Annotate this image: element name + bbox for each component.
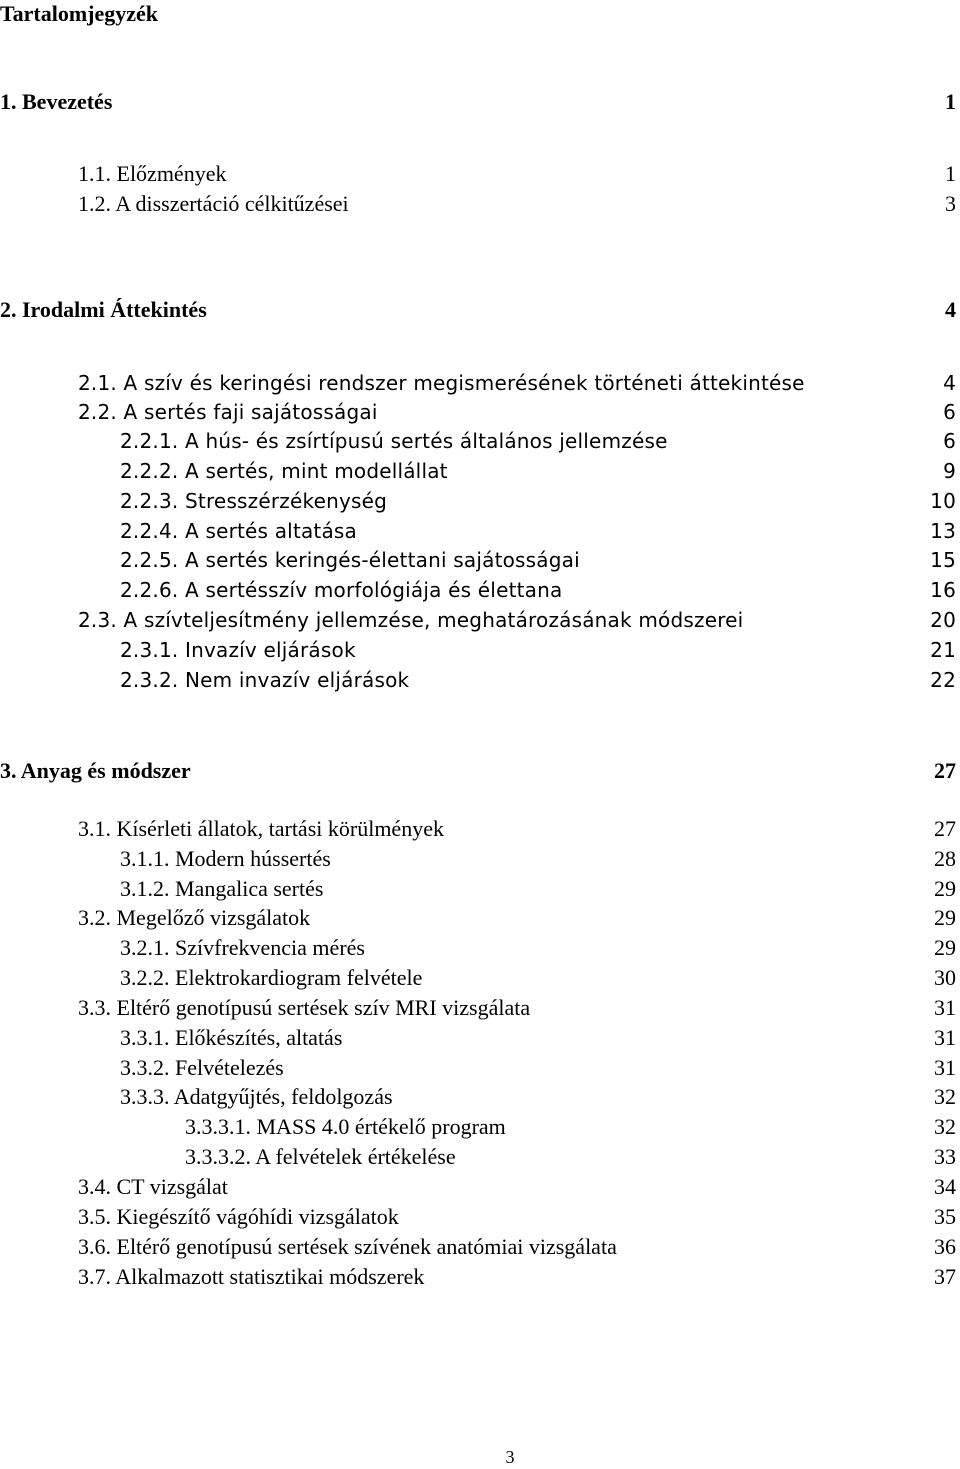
- toc-entry-number: 2.2.1.: [120, 429, 179, 453]
- toc-entry-number: 2.3.2.: [120, 668, 179, 692]
- toc-entry[interactable]: [0, 934, 956, 962]
- toc-entry-label: Irodalmi Áttekintés: [22, 297, 207, 322]
- toc-entry-number: 3.: [0, 758, 17, 783]
- toc-entry[interactable]: [0, 369, 956, 397]
- toc-entry-page: 28: [934, 846, 956, 871]
- toc-entry-title: [78, 606, 743, 634]
- toc-entry-title: [120, 934, 365, 962]
- toc-entry-label: Stresszérzékenység: [185, 489, 388, 513]
- page-number: 3: [505, 1447, 515, 1467]
- toc-title: Tartalomjegyzék: [0, 1, 159, 26]
- toc-entry-title: [120, 1054, 284, 1082]
- toc-entry[interactable]: [0, 296, 956, 324]
- toc-entry-label: A sertés keringés-élettani sajátosságai: [185, 548, 580, 572]
- toc-entry-label: Eltérő genotípusú sertések szívének anatómiai vizsgálata: [116, 1234, 617, 1259]
- toc-entry-number: 3.3.3.: [120, 1084, 170, 1109]
- toc-entry-label: Szívfrekvencia mérés: [175, 935, 365, 960]
- toc-entry-page: 13: [930, 519, 956, 543]
- toc-entry-title: [120, 636, 356, 664]
- toc-entry-label: A sertés faji sajátosságai: [123, 400, 378, 424]
- toc-entry-number: 2.2.: [78, 400, 117, 424]
- toc-entry[interactable]: [0, 398, 956, 426]
- toc-entry-number: 3.3.3.2.: [185, 1144, 251, 1169]
- toc-entry-page: 34: [934, 1174, 956, 1199]
- toc-entry-label: A szívteljesítmény jellemzése, meghatározásának módszerei: [123, 608, 744, 632]
- toc-entry-title: [120, 875, 323, 903]
- toc-entry-label: MASS 4.0 értékelő program: [256, 1114, 506, 1139]
- toc-entry-label: Bevezetés: [22, 89, 113, 114]
- toc-entry-title: [0, 296, 207, 324]
- toc-entry-number: 2.2.4.: [120, 519, 179, 543]
- toc-entry-label: Elektrokardiogram felvétele: [175, 965, 423, 990]
- toc-entry-number: 2.3.: [78, 608, 117, 632]
- toc-entry[interactable]: [0, 666, 956, 694]
- toc-entry-label: Anyag és módszer: [20, 758, 191, 783]
- toc-entry-title: [78, 369, 805, 397]
- toc-entry[interactable]: [0, 875, 956, 903]
- toc-entry-label: A szív és keringési rendszer megismerésének történeti áttekintése: [123, 371, 805, 395]
- toc-entry-page: 6: [943, 429, 956, 453]
- toc-entry-number: 1.1.: [78, 161, 111, 186]
- toc-entry-label: Alkalmazott statisztikai módszerek: [115, 1264, 425, 1289]
- toc-entry-title: [78, 1233, 617, 1261]
- toc-entry[interactable]: [0, 427, 956, 455]
- toc-entry-page: 29: [934, 935, 956, 960]
- toc-entry-label: A felvételek értékelése: [255, 1144, 456, 1169]
- toc-entry-number: 3.3.3.1.: [185, 1114, 251, 1139]
- toc-entry-page: 1: [945, 161, 956, 186]
- toc-entry-page: 10: [930, 489, 956, 513]
- toc-entry-label: A sertésszív morfológiája és élettana: [185, 578, 563, 602]
- toc-entry-title: [120, 1083, 393, 1111]
- toc-entry[interactable]: [0, 904, 956, 932]
- toc-entry-title: [78, 160, 226, 188]
- toc-entry[interactable]: [0, 517, 956, 545]
- toc-entry-number: 3.5.: [78, 1204, 111, 1229]
- toc-entry-number: 3.2.1.: [120, 935, 170, 960]
- toc-entry-number: 3.2.: [78, 905, 111, 930]
- toc-entry-label: A sertés altatása: [185, 519, 358, 543]
- toc-entry-page: 27: [934, 758, 956, 783]
- toc-entry-page: 37: [934, 1264, 956, 1289]
- toc-entry-title: [185, 1113, 506, 1141]
- toc-entry-number: 3.2.2.: [120, 965, 170, 990]
- toc-entry-page: 33: [934, 1144, 956, 1169]
- toc-entry-title: [120, 487, 387, 515]
- toc-entry-number: 3.3.1.: [120, 1025, 170, 1050]
- toc-entry[interactable]: [0, 1024, 956, 1052]
- toc-entry-page: 31: [934, 995, 956, 1020]
- toc-entry[interactable]: [0, 1113, 956, 1141]
- toc-entry-number: 3.6.: [78, 1234, 111, 1259]
- toc-entry-label: A disszertáció célkitűzései: [115, 191, 349, 216]
- toc-entry-page: 36: [934, 1234, 956, 1259]
- toc-entry-page: 29: [934, 876, 956, 901]
- toc-entry[interactable]: [0, 815, 956, 843]
- toc-entry-page: 4: [945, 297, 956, 322]
- toc-entry-title: [185, 1143, 456, 1171]
- toc-entry-label: Mangalica sertés: [175, 876, 324, 901]
- toc-entry-label: Eltérő genotípusú sertések szív MRI vizsgálata: [116, 995, 531, 1020]
- toc-entry-number: 2.: [0, 297, 17, 322]
- toc-entry-number: 2.2.5.: [120, 548, 179, 572]
- toc-entry[interactable]: [0, 1083, 956, 1111]
- toc-entry-page: 27: [934, 816, 956, 841]
- toc-entry-page: 4: [943, 371, 956, 395]
- toc-entry-title: [78, 994, 530, 1022]
- toc-entry-title: [78, 1173, 228, 1201]
- toc-entry-label: Előkészítés, altatás: [175, 1025, 343, 1050]
- toc-entry[interactable]: [0, 487, 956, 515]
- toc-entry-title: [78, 904, 310, 932]
- toc-entry-label: Előzmények: [116, 161, 227, 186]
- toc-entry-page: 30: [934, 965, 956, 990]
- toc-entry[interactable]: [0, 845, 956, 873]
- toc-entry-page: 3: [945, 191, 956, 216]
- toc-entry-page: 32: [934, 1084, 956, 1109]
- toc-entry-title: [120, 517, 357, 545]
- toc-entry-label: A hús- és zsírtípusú sertés általános jellemzése: [185, 429, 668, 453]
- toc-entry-number: 1.: [0, 89, 17, 114]
- toc-entry-number: 2.2.3.: [120, 489, 179, 513]
- toc-entry-title: [120, 845, 331, 873]
- toc-entry-page: 9: [943, 459, 956, 483]
- toc-entry[interactable]: [0, 1233, 956, 1261]
- toc-entry-label: Megelőző vizsgálatok: [116, 905, 311, 930]
- toc-entry-page: 22: [930, 668, 956, 692]
- toc-entry-label: Invazív eljárások: [185, 638, 356, 662]
- toc-entry-label: Modern hússertés: [175, 846, 331, 871]
- toc-entry[interactable]: [0, 606, 956, 634]
- toc-entry-title: [78, 815, 444, 843]
- toc-entry-label: Nem invazív eljárások: [185, 668, 410, 692]
- toc-entry-page: 1: [945, 89, 956, 114]
- toc-entry[interactable]: [0, 546, 956, 574]
- toc-entry[interactable]: [0, 1143, 956, 1171]
- toc-entry-label: Kiegészítő vágóhídi vizsgálatok: [116, 1204, 399, 1229]
- toc-entry[interactable]: [0, 1173, 956, 1201]
- toc-entry-number: 1.2.: [78, 191, 111, 216]
- toc-entry[interactable]: [0, 994, 956, 1022]
- toc-entry-page: 21: [930, 638, 956, 662]
- toc-entry[interactable]: [0, 457, 956, 485]
- toc-entry-label: Kísérleti állatok, tartási körülmények: [116, 816, 444, 841]
- toc-entry-page: 29: [934, 905, 956, 930]
- toc-entry-label: A sertés, mint modellállat: [185, 459, 448, 483]
- toc-entry-title: [120, 1024, 342, 1052]
- toc-entry[interactable]: [0, 160, 956, 188]
- toc-entry-page: 35: [934, 1204, 956, 1229]
- toc-entry-title: [120, 576, 562, 604]
- toc-entry-title: [78, 1203, 399, 1231]
- toc-entry-page: 16: [930, 578, 956, 602]
- toc-entry[interactable]: [0, 576, 956, 604]
- toc-entry-title: [78, 398, 378, 426]
- toc-entry-title: [120, 964, 422, 992]
- toc-entry-label: CT vizsgálat: [116, 1174, 228, 1199]
- toc-entry-label: Felvételezés: [175, 1055, 284, 1080]
- toc-entry[interactable]: [0, 1203, 956, 1231]
- toc-entry-title: [120, 427, 668, 455]
- toc-entry-page: 31: [934, 1055, 956, 1080]
- toc-entry-number: 2.3.1.: [120, 638, 179, 662]
- toc-entry-number: 3.3.2.: [120, 1055, 170, 1080]
- toc-entry[interactable]: [0, 757, 956, 785]
- toc-entry-number: 2.2.6.: [120, 578, 179, 602]
- toc-entry-number: 3.7.: [78, 1264, 111, 1289]
- toc-entry-title: [0, 88, 112, 116]
- toc-entry-title: [78, 1263, 424, 1291]
- toc-entry[interactable]: [0, 1054, 956, 1082]
- toc-entry-title: [0, 757, 191, 785]
- toc-entry-number: 2.2.2.: [120, 459, 179, 483]
- toc-entry-number: 3.1.: [78, 816, 111, 841]
- toc-entry[interactable]: [0, 964, 956, 992]
- toc-entry-number: 3.1.1.: [120, 846, 170, 871]
- toc-entry-title: [120, 666, 409, 694]
- toc-entry-title: [120, 457, 448, 485]
- toc-entry-page: 15: [930, 548, 956, 572]
- toc-entry-number: 3.1.2.: [120, 876, 170, 901]
- toc-entry[interactable]: [0, 190, 956, 218]
- toc-entry-number: 2.1.: [78, 371, 117, 395]
- toc-entry-label: Adatgyűjtés, feldolgozás: [173, 1084, 393, 1109]
- toc-entry-number: 3.3.: [78, 995, 111, 1020]
- toc-entry-number: 3.4.: [78, 1174, 111, 1199]
- toc-entry-page: 32: [934, 1114, 956, 1139]
- toc-entry-page: 6: [943, 400, 956, 424]
- toc-entry-page: 31: [934, 1025, 956, 1050]
- toc-entry[interactable]: [0, 88, 956, 116]
- toc-entry-title: [78, 190, 349, 218]
- toc-entry-page: 20: [930, 608, 956, 632]
- toc-entry-title: [120, 546, 580, 574]
- toc-entry[interactable]: [0, 636, 956, 664]
- toc-entry[interactable]: [0, 1263, 956, 1291]
